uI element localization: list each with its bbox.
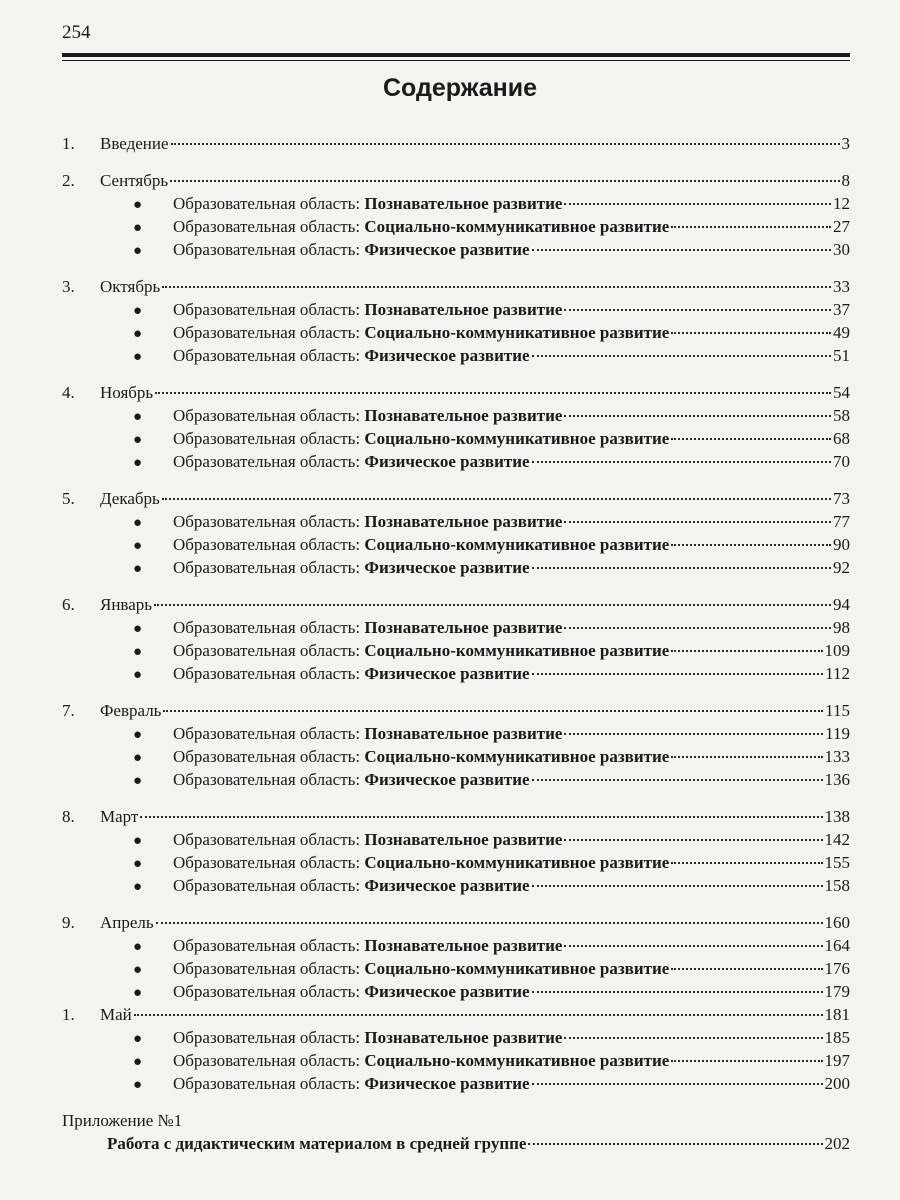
toc-entry-page: 181: [824, 1005, 850, 1024]
bullet-icon: ●: [133, 773, 143, 789]
toc-entry-main[interactable]: [62, 911, 850, 934]
bullet-icon: ●: [133, 561, 143, 577]
toc-entry-main[interactable]: [62, 1003, 850, 1026]
area-prefix: Образовательная область:: [173, 558, 365, 577]
area-prefix: Образовательная область:: [173, 982, 365, 1001]
toc-entry-page: 49: [833, 323, 850, 342]
dot-leader: [532, 990, 823, 993]
dot-leader: [671, 1059, 822, 1062]
toc-section: [62, 1003, 850, 1095]
dot-leader: [532, 1082, 823, 1085]
toc-section: [62, 911, 850, 1003]
toc-entry-main[interactable]: [62, 805, 850, 828]
toc-entry-page: 112: [825, 664, 850, 683]
toc-sub-label: [173, 533, 669, 556]
toc-entry-sub[interactable]: [62, 851, 850, 874]
area-name: Физическое развитие: [364, 770, 530, 789]
toc-section: [62, 487, 850, 579]
toc-entry-label: Октябрь: [100, 277, 161, 296]
area-prefix: Образовательная область:: [173, 959, 365, 978]
header-rule-thin: [62, 60, 850, 61]
bullet-icon: ●: [133, 220, 143, 236]
toc-entry-label: Февраль: [100, 701, 162, 720]
area-prefix: Образовательная область:: [173, 406, 365, 425]
area-name: Познавательное развитие: [364, 194, 563, 213]
area-prefix: Образовательная область:: [173, 512, 365, 531]
toc-entry-page: 109: [824, 641, 850, 660]
area-prefix: Образовательная область:: [173, 618, 365, 637]
toc-entry-page: 176: [824, 959, 850, 978]
toc-entry-page: 138: [824, 807, 850, 826]
toc-entry-number: 3.: [62, 277, 75, 296]
area-prefix: Образовательная область:: [173, 830, 365, 849]
toc-entry-sub[interactable]: [62, 957, 850, 980]
area-name: Социально-коммуникативное развитие: [364, 429, 670, 448]
bullet-icon: ●: [133, 962, 143, 978]
area-name: Познавательное развитие: [364, 300, 563, 319]
dot-leader: [564, 520, 831, 523]
toc-entry-number: 1.: [62, 1005, 75, 1024]
area-name: Познавательное развитие: [364, 618, 563, 637]
area-name: Физическое развитие: [364, 1074, 530, 1093]
toc-sub-label: [173, 616, 562, 639]
toc-entry-label: Январь: [100, 595, 153, 614]
toc-sub-label: [173, 851, 669, 874]
bullet-icon: ●: [133, 750, 143, 766]
toc-entry-page: 164: [824, 936, 850, 955]
area-prefix: Образовательная область:: [173, 747, 365, 766]
area-name: Социально-коммуникативное развитие: [364, 217, 670, 236]
area-name: Физическое развитие: [364, 982, 530, 1001]
toc-entry-page: 27: [833, 217, 850, 236]
toc-sub-label: [173, 639, 669, 662]
toc-entry-page: 58: [833, 406, 850, 425]
toc-sub-label: [173, 556, 530, 579]
toc-entry-sub[interactable]: [62, 1049, 850, 1072]
appendix-title: Приложение №1: [62, 1111, 183, 1130]
toc-entry-page: 77: [833, 512, 850, 531]
toc-sub-label: [173, 1026, 562, 1049]
toc-entry-main[interactable]: [62, 593, 850, 616]
area-name: Физическое развитие: [364, 876, 530, 895]
area-name: Познавательное развитие: [364, 406, 563, 425]
toc-entry-page: 179: [824, 982, 850, 1001]
area-name: Социально-коммуникативное развитие: [364, 959, 670, 978]
toc-entry-page: 68: [833, 429, 850, 448]
dot-leader: [528, 1142, 822, 1145]
toc-sub-label: [173, 192, 562, 215]
area-name: Познавательное развитие: [364, 1028, 563, 1047]
toc-sub-label: [173, 404, 562, 427]
toc-entry-appendix[interactable]: [62, 1132, 850, 1155]
toc-entry-label: Апрель: [100, 913, 154, 932]
toc-entry-page: 12: [833, 194, 850, 213]
toc-entry-page: 3: [841, 134, 850, 153]
dot-leader: [162, 285, 831, 288]
toc-entry-sub[interactable]: [62, 533, 850, 556]
toc-sub-label: [173, 344, 530, 367]
toc-entry-page: 202: [824, 1134, 850, 1153]
dot-leader: [671, 861, 822, 864]
toc-entry-page: 158: [824, 876, 850, 895]
toc-entry-number: 9.: [62, 913, 75, 932]
area-name: Физическое развитие: [364, 452, 530, 471]
toc-entry-sub[interactable]: [62, 344, 850, 367]
appendix: [62, 1109, 850, 1155]
dot-leader: [671, 543, 831, 546]
bullet-icon: ●: [133, 833, 143, 849]
toc-entry-page: 197: [824, 1051, 850, 1070]
table-of-contents: [62, 132, 850, 1155]
area-prefix: Образовательная область:: [173, 641, 365, 660]
dot-leader: [155, 391, 831, 394]
bullet-icon: ●: [133, 243, 143, 259]
area-prefix: Образовательная область:: [173, 346, 365, 365]
bullet-icon: ●: [133, 644, 143, 660]
toc-section: [62, 275, 850, 367]
bullet-icon: ●: [133, 455, 143, 471]
toc-entry-page: 185: [824, 1028, 850, 1047]
toc-sub-label: [173, 662, 530, 685]
area-prefix: Образовательная область:: [173, 452, 365, 471]
area-prefix: Образовательная область:: [173, 853, 365, 872]
area-name: Социально-коммуникативное развитие: [364, 1051, 670, 1070]
toc-sub-label: [173, 215, 669, 238]
toc-entry-label: Март: [100, 807, 139, 826]
bullet-icon: ●: [133, 538, 143, 554]
toc-entry-page: 115: [825, 701, 850, 720]
toc-entry-page: 92: [833, 558, 850, 577]
toc-entry-sub[interactable]: [62, 1072, 850, 1095]
toc-entry-sub[interactable]: [62, 450, 850, 473]
bullet-icon: ●: [133, 432, 143, 448]
dot-leader: [564, 202, 831, 205]
area-name: Социально-коммуникативное развитие: [364, 747, 670, 766]
toc-entry-page: 90: [833, 535, 850, 554]
toc-entry-page: 73: [833, 489, 850, 508]
bullet-icon: ●: [133, 409, 143, 425]
bullet-icon: ●: [133, 727, 143, 743]
area-prefix: Образовательная область:: [173, 1051, 365, 1070]
toc-entry-sub[interactable]: [62, 556, 850, 579]
toc-section: [62, 169, 850, 261]
toc-entry-sub[interactable]: [62, 828, 850, 851]
toc-sub-label: [173, 238, 530, 261]
toc-entry-number: 2.: [62, 171, 75, 190]
toc-sub-label: [173, 957, 669, 980]
toc-sub-label: [173, 510, 562, 533]
toc-entry-sub[interactable]: [62, 980, 850, 1003]
toc-section: [62, 699, 850, 791]
dot-leader: [564, 732, 823, 735]
toc-entry-main[interactable]: [62, 132, 850, 155]
area-name: Познавательное развитие: [364, 512, 563, 531]
toc-sub-label: [173, 722, 562, 745]
toc-entry-main[interactable]: [62, 487, 850, 510]
area-name: Физическое развитие: [364, 346, 530, 365]
area-prefix: Образовательная область:: [173, 194, 365, 213]
toc-entry-label: Сентябрь: [100, 171, 169, 190]
toc-sub-label: [173, 745, 669, 768]
toc-entry-label: Работа с дидактическим материалом в средней группе: [107, 1134, 527, 1153]
dot-leader: [564, 308, 831, 311]
area-prefix: Образовательная область:: [173, 217, 365, 236]
page-number: 254: [62, 22, 91, 43]
dot-leader: [532, 566, 831, 569]
toc-sub-label: [173, 874, 530, 897]
toc-entry-sub[interactable]: [62, 874, 850, 897]
dot-leader: [564, 1036, 822, 1039]
area-prefix: Образовательная область:: [173, 300, 365, 319]
toc-entry-sub[interactable]: [62, 215, 850, 238]
toc-entry-page: 200: [824, 1074, 850, 1093]
toc-entry-sub[interactable]: [62, 238, 850, 261]
area-prefix: Образовательная область:: [173, 429, 365, 448]
toc-entry-page: 160: [824, 913, 850, 932]
toc-entry-number: 6.: [62, 595, 75, 614]
toc-entry-main[interactable]: [62, 381, 850, 404]
toc-sub-label: [173, 1072, 530, 1095]
toc-entry-sub[interactable]: [62, 639, 850, 662]
area-prefix: Образовательная область:: [173, 323, 365, 342]
bullet-icon: ●: [133, 879, 143, 895]
dot-leader: [154, 603, 831, 606]
toc-entry-label: Май: [100, 1005, 132, 1024]
toc-entry-sub[interactable]: [62, 662, 850, 685]
toc-entry-page: 133: [824, 747, 850, 766]
dot-leader: [532, 460, 831, 463]
toc-entry-sub[interactable]: [62, 722, 850, 745]
area-name: Социально-коммуникативное развитие: [364, 641, 670, 660]
bullet-icon: ●: [133, 939, 143, 955]
toc-entry-page: 51: [833, 346, 850, 365]
toc-sub-label: [173, 427, 669, 450]
area-prefix: Образовательная область:: [173, 724, 365, 743]
area-name: Социально-коммуникативное развитие: [364, 853, 670, 872]
toc-entry-page: 54: [833, 383, 850, 402]
dot-leader: [564, 414, 831, 417]
toc-entry-sub[interactable]: [62, 934, 850, 957]
bullet-icon: ●: [133, 326, 143, 342]
toc-entry-page: 33: [833, 277, 850, 296]
toc-entry-page: 8: [841, 171, 850, 190]
dot-leader: [532, 778, 823, 781]
toc-entry-page: 94: [833, 595, 850, 614]
area-prefix: Образовательная область:: [173, 770, 365, 789]
toc-sub-label: [173, 321, 669, 344]
toc-entry-sub[interactable]: [62, 404, 850, 427]
toc-entry-page: 142: [824, 830, 850, 849]
toc-entry-sub[interactable]: [62, 1026, 850, 1049]
dot-leader: [671, 437, 831, 440]
area-name: Физическое развитие: [364, 240, 530, 259]
area-prefix: Образовательная область:: [173, 876, 365, 895]
toc-section: [62, 593, 850, 685]
area-prefix: Образовательная область:: [173, 1028, 365, 1047]
toc-entry-number: 7.: [62, 701, 75, 720]
area-prefix: Образовательная область:: [173, 664, 365, 683]
toc-entry-page: 98: [833, 618, 850, 637]
toc-sub-label: [173, 298, 562, 321]
toc-section: [62, 805, 850, 897]
toc-entry-page: 155: [824, 853, 850, 872]
toc-entry-sub[interactable]: [62, 768, 850, 791]
toc-entry-main[interactable]: [62, 169, 850, 192]
toc-entry-number: 1.: [62, 134, 75, 153]
dot-leader: [564, 944, 822, 947]
toc-entry-sub[interactable]: [62, 616, 850, 639]
dot-leader: [564, 838, 822, 841]
bullet-icon: ●: [133, 621, 143, 637]
toc-sub-label: [173, 980, 530, 1003]
toc-entry-number: 5.: [62, 489, 75, 508]
toc-entry-label: Ноябрь: [100, 383, 154, 402]
area-name: Познавательное развитие: [364, 724, 563, 743]
toc-section: [62, 132, 850, 155]
area-name: Социально-коммуникативное развитие: [364, 323, 670, 342]
toc-entry-label: Декабрь: [100, 489, 160, 508]
dot-leader: [671, 967, 822, 970]
dot-leader: [134, 1013, 823, 1016]
dot-leader: [162, 497, 831, 500]
bullet-icon: ●: [133, 197, 143, 213]
dot-leader: [532, 354, 831, 357]
bullet-icon: ●: [133, 856, 143, 872]
toc-sub-label: [173, 934, 562, 957]
dot-leader: [564, 626, 831, 629]
toc-entry-page: 37: [833, 300, 850, 319]
bullet-icon: ●: [133, 1031, 143, 1047]
dot-leader: [671, 649, 822, 652]
area-prefix: Образовательная область:: [173, 1074, 365, 1093]
area-prefix: Образовательная область:: [173, 240, 365, 259]
toc-entry-page: 136: [824, 770, 850, 789]
dot-leader: [170, 179, 839, 182]
bullet-icon: ●: [133, 349, 143, 365]
dot-leader: [171, 142, 840, 145]
toc-entry-page: 30: [833, 240, 850, 259]
toc-sub-label: [173, 768, 530, 791]
toc-section: [62, 381, 850, 473]
toc-entry-sub[interactable]: [62, 192, 850, 215]
toc-entry-number: 8.: [62, 807, 75, 826]
toc-entry-sub[interactable]: [62, 427, 850, 450]
toc-entry-sub[interactable]: [62, 745, 850, 768]
toc-entry-page: 119: [825, 724, 850, 743]
toc-entry-label: Введение: [100, 134, 169, 153]
area-name: Познавательное развитие: [364, 936, 563, 955]
toc-entry-main[interactable]: [62, 699, 850, 722]
toc-sub-label: [173, 450, 530, 473]
toc-sub-label: [173, 1049, 669, 1072]
dot-leader: [163, 709, 823, 712]
dot-leader: [532, 884, 823, 887]
toc-entry-sub[interactable]: [62, 321, 850, 344]
bullet-icon: ●: [133, 515, 143, 531]
bullet-icon: ●: [133, 1054, 143, 1070]
area-name: Социально-коммуникативное развитие: [364, 535, 670, 554]
toc-entry-page: 70: [833, 452, 850, 471]
toc-entry-sub[interactable]: [62, 298, 850, 321]
area-name: Познавательное развитие: [364, 830, 563, 849]
dot-leader: [532, 672, 824, 675]
bullet-icon: ●: [133, 303, 143, 319]
bullet-icon: ●: [133, 1077, 143, 1093]
area-prefix: Образовательная область:: [173, 936, 365, 955]
bullet-icon: ●: [133, 667, 143, 683]
area-name: Физическое развитие: [364, 558, 530, 577]
header-rule: [62, 53, 850, 57]
area-name: Физическое развитие: [364, 664, 530, 683]
dot-leader: [140, 815, 822, 818]
bullet-icon: ●: [133, 985, 143, 1001]
dot-leader: [532, 248, 831, 251]
area-prefix: Образовательная область:: [173, 535, 365, 554]
toc-sub-label: [173, 828, 562, 851]
page-title: Содержание: [382, 74, 538, 102]
toc-entry-sub[interactable]: [62, 510, 850, 533]
dot-leader: [156, 921, 823, 924]
dot-leader: [671, 225, 831, 228]
dot-leader: [671, 755, 822, 758]
dot-leader: [671, 331, 831, 334]
toc-entry-main[interactable]: [62, 275, 850, 298]
toc-entry-number: 4.: [62, 383, 75, 402]
